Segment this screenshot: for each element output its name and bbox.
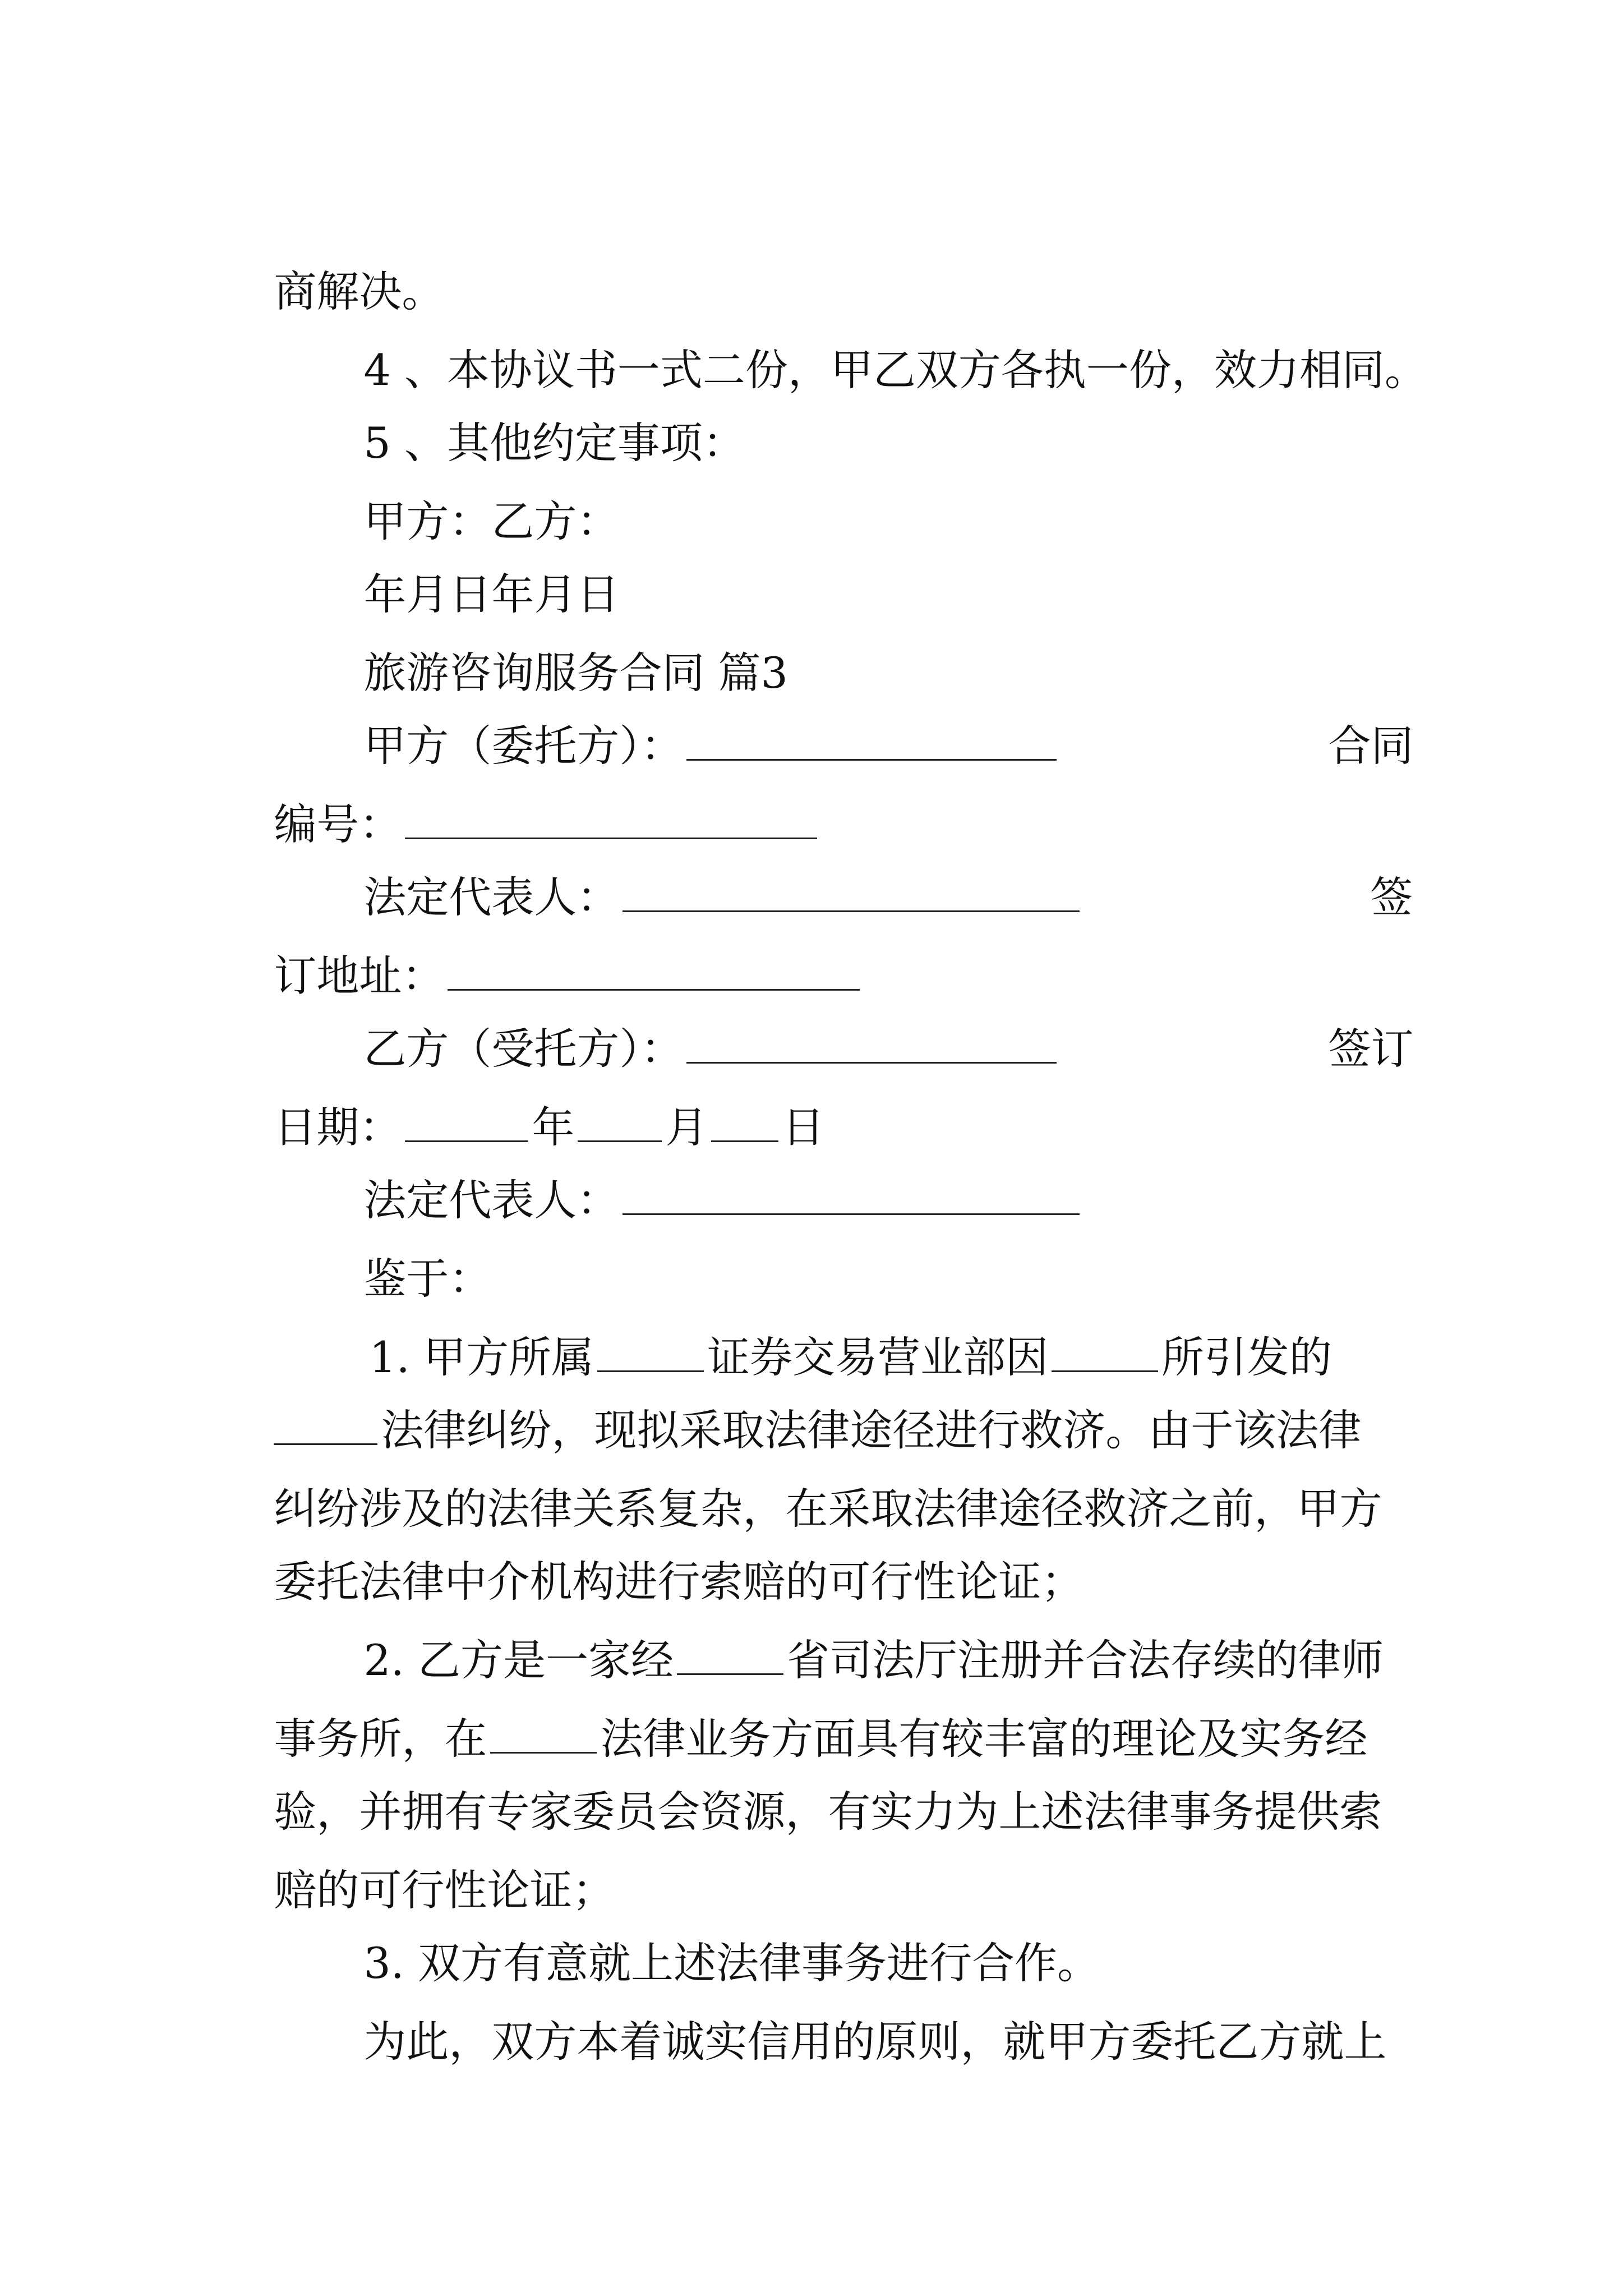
- text-line: [342, 1273, 1332, 1382]
- text-line: [247, 892, 863, 1001]
- text-line: [336, 1195, 492, 1304]
- text-line: [247, 1425, 1382, 1534]
- legal-rep-a-label: 法定代表人：: [363, 872, 620, 922]
- text-line: [336, 1576, 1384, 1685]
- text-line: [336, 359, 745, 468]
- text-line: [336, 1879, 1100, 1988]
- year-label: 年: [532, 1102, 575, 1152]
- day-label: 日: [782, 1102, 825, 1152]
- legal-rep-b-blank: [623, 1173, 1080, 1215]
- text-line: [336, 1116, 1083, 1225]
- recital-2-start: 2. 乙方是一家经: [363, 1635, 674, 1685]
- text-line: [247, 1346, 1362, 1455]
- recital-1-start: 1. 甲方所属: [369, 1332, 594, 1382]
- paragraph-text: 赔的可行性论证；: [274, 1865, 615, 1915]
- paragraph-text: 4 、本协议书一式二份，甲乙双方各执一份，效力相同。: [363, 345, 1427, 395]
- paragraph-text: 法律纠纷，现拟采取法律途径进行救济。由于该法律: [381, 1405, 1362, 1455]
- text-line: [336, 1958, 1387, 2067]
- sign-address-label: 订地址：: [274, 951, 445, 1001]
- text-line: [336, 662, 1060, 771]
- sign-date-label-start: 签订: [1328, 1024, 1414, 1074]
- paragraph-text: 3. 双方有意就上述法律事务进行合作。: [363, 1938, 1100, 1988]
- month-label: 月: [665, 1102, 708, 1152]
- recital-2-end: 省司法厅注册并合法存续的律师: [787, 1635, 1384, 1685]
- text-line: [247, 1498, 1084, 1607]
- paragraph-text: 委托法律中介机构进行索赔的可行性论证；: [274, 1557, 1084, 1607]
- paragraph-text: 纠纷涉及的法律关系复杂，在采取法律途径救济之前，甲方: [274, 1484, 1382, 1534]
- paragraph-text: 5 、其他约定事项：: [363, 418, 745, 468]
- date-labels: 年月日年月日: [363, 569, 620, 619]
- contract-title: 旅游咨询服务合同 篇3: [363, 648, 788, 698]
- recital-1-middle: 证券交易营业部因: [707, 1332, 1048, 1382]
- party-labels: 甲方：乙方：: [363, 496, 620, 546]
- text-line: [336, 965, 1060, 1074]
- paragraph-text: 事务所，在: [274, 1714, 487, 1764]
- text-line: [1343, 813, 1413, 922]
- contract-label-start: 合同: [1328, 721, 1414, 771]
- contract-number-label: 编号：: [274, 799, 402, 849]
- text-line: [1301, 662, 1414, 771]
- recital-1-end: 所引发的: [1161, 1332, 1332, 1382]
- text-line: [1301, 965, 1414, 1074]
- party-b-label: 乙方（受托方）：: [363, 1024, 684, 1074]
- sign-date-label: 日期：: [274, 1102, 402, 1152]
- text-line: [336, 510, 620, 619]
- text-line: [247, 740, 820, 849]
- text-line: [247, 1043, 825, 1152]
- legal-rep-b-label: 法定代表人：: [363, 1175, 620, 1225]
- section-heading: [336, 589, 788, 698]
- text-line: [247, 1806, 615, 1915]
- text-line: [336, 813, 1083, 922]
- text-line: [336, 286, 1427, 395]
- text-line: [336, 438, 620, 546]
- paragraph-text: 商解决。: [274, 266, 445, 316]
- paragraph-text: 为此，双方本着诚实信用的原则，就甲方委托乙方就上: [363, 2017, 1387, 2067]
- whereas-heading: 鉴于：: [363, 1254, 492, 1304]
- sign-address-label-start: 签: [1370, 872, 1413, 922]
- text-line: [247, 1728, 1382, 1837]
- text-line: [247, 208, 445, 316]
- party-a-label: 甲方（委托方）：: [363, 721, 684, 771]
- text-line: [247, 1655, 1368, 1764]
- paragraph-text: 法律业务方面具有较丰富的理论及实务经: [600, 1714, 1368, 1764]
- paragraph-text: 验，并拥有专家委员会资源，有实力为上述法律事务提供索: [274, 1787, 1382, 1837]
